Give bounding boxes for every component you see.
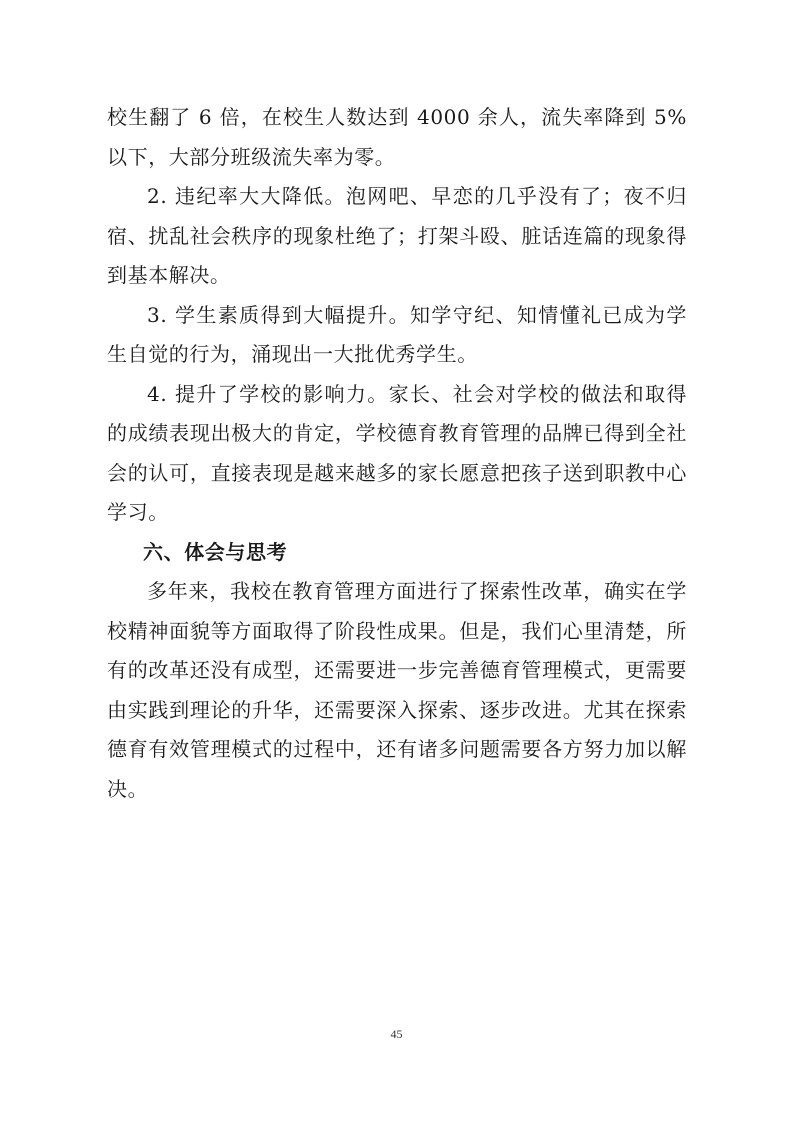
- paragraph-continuation: 校生翻了 6 倍，在校生人数达到 4000 余人，流失率降到 5%以下，大部分班级流失率为零。: [107, 105, 687, 169]
- document-body: [107, 98, 687, 809]
- paragraph-student-quality: 3. 学生素质得到大幅提升。知学守纪、知情懂礼已成为学生自觉的行为，涌现出一大批优秀学生。: [107, 302, 687, 366]
- paragraph-school-influence: 4. 提升了学校的影响力。家长、社会对学校的做法和取得的成绩表现出极大的肯定，学校德育教育管理的品牌已得到全社会的认可，直接表现是越来越多的家长愿意把孩子送到职教中心学习。: [107, 381, 687, 524]
- paragraph-reflection: 多年来，我校在教育管理方面进行了探索性改革，确实在学校精神面貌等方面取得了阶段性成果。但是，我们心里清楚，所有的改革还没有成型，还需要进一步完善德育管理模式，更需要由实践到理论的升华，还需要深入探索、逐步改进。尤其在探索德育有效管理模式的过程中，还有诸多问题需要各方努力加以解决。: [107, 579, 687, 801]
- section-heading: 六、体会与思考: [143, 539, 288, 564]
- page-number: 45: [390, 1027, 403, 1041]
- paragraph-violation-rate: 2. 违纪率大大降低。泡网吧、早恋的几乎没有了；夜不归宿、扰乱社会秩序的现象杜绝了；打架斗殴、脏话连篇的现象得到基本解决。: [107, 184, 687, 287]
